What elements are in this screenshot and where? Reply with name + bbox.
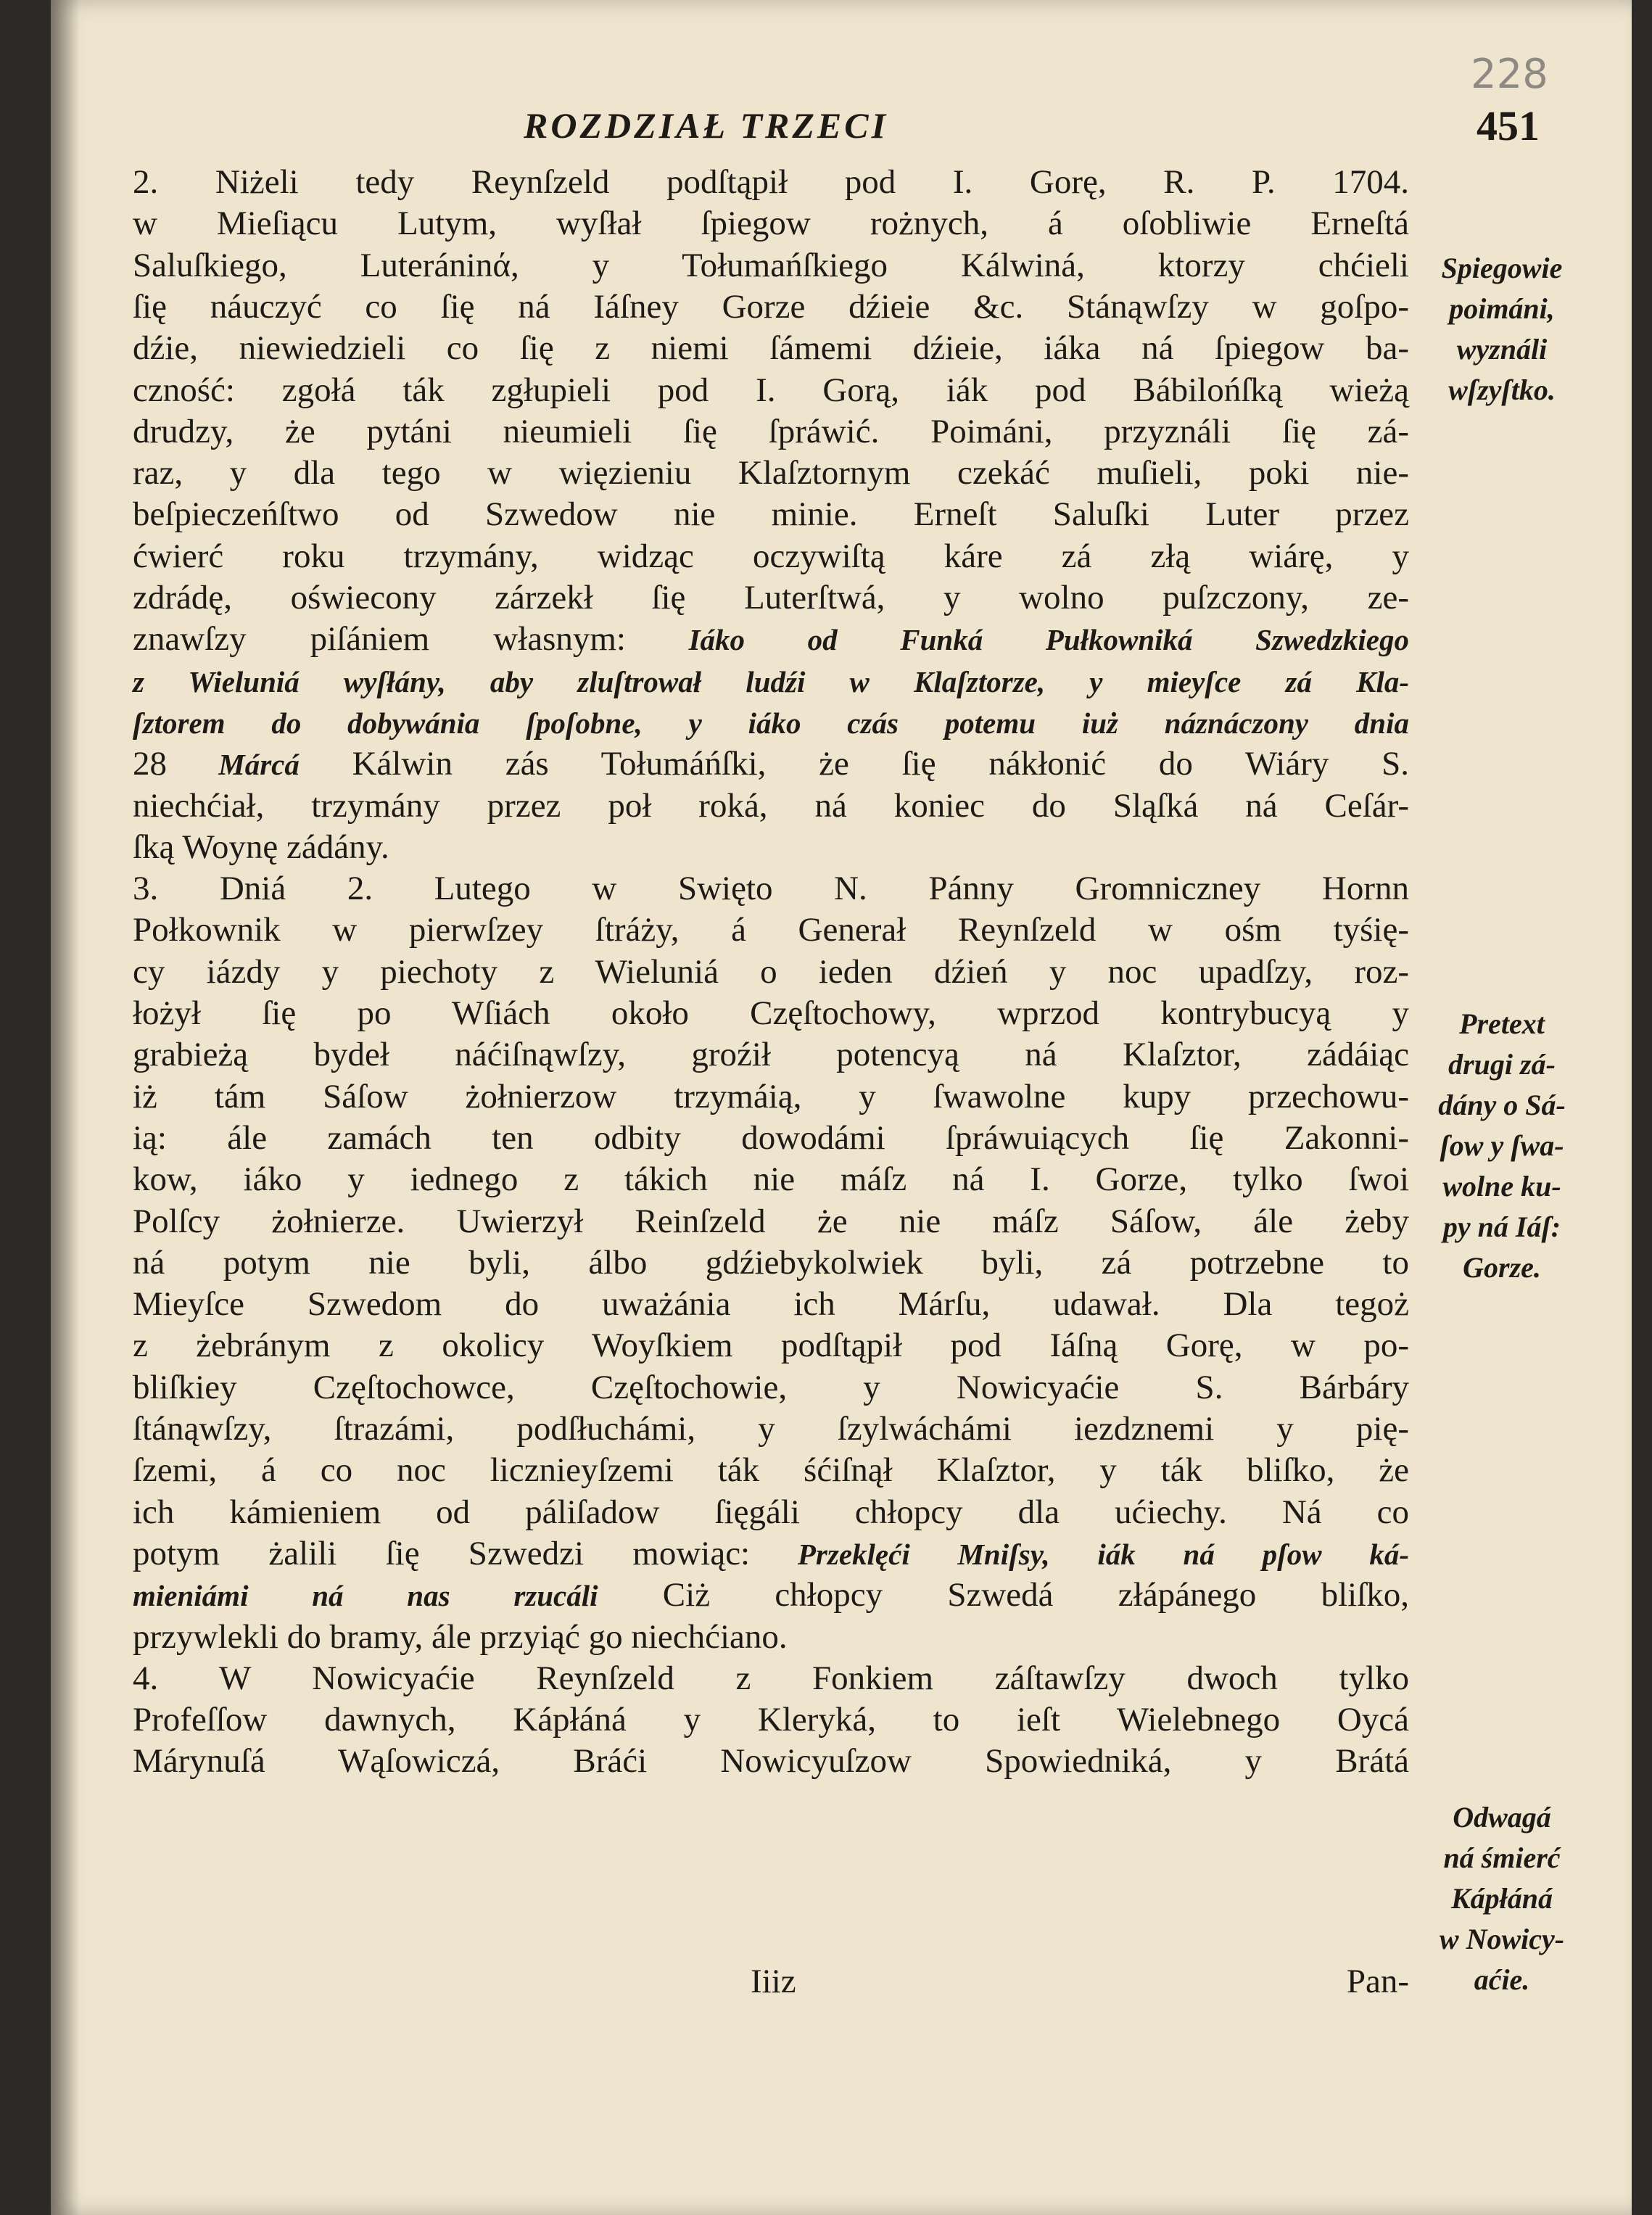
- text-line: [133, 369, 1409, 411]
- line-text: ich kámieniem od páliſadow ſięgáli chłopcy dla ućiechy. Ná co: [133, 1493, 1409, 1531]
- text-line: [133, 493, 1409, 535]
- text-line: [133, 1366, 1409, 1408]
- marginal-note-line: dány o Sá-: [1438, 1089, 1566, 1121]
- marginal-note-line: py ná Iáſ:: [1442, 1210, 1561, 1243]
- text-line: [133, 161, 1409, 203]
- line-text: Polſcy żołnierze. Uwierzył Reinſzeld że nie máſz Sáſow, ále żeby: [133, 1202, 1409, 1240]
- text-line: [133, 244, 1409, 286]
- line-text: Kálwin zás Tołumáńſki, że ſię nákłonić do Wiáry S.: [299, 745, 1410, 783]
- marginal-note-line: poimáni,: [1449, 292, 1555, 325]
- text-line: [133, 535, 1409, 577]
- line-text: 28: [133, 745, 167, 783]
- text-line: [133, 1158, 1409, 1200]
- marginal-note-line: Spiegowie: [1441, 252, 1563, 284]
- marginal-note-spies: [1411, 248, 1593, 411]
- line-text: ią: ále zamách ten odbity dowodámi ſpráwuiących ſię Zakonni-: [133, 1118, 1409, 1157]
- line-text: ćwierć roku trzymány, widząc oczywiſtą káre zá złą wiárę, y: [133, 537, 1409, 575]
- text-line: [133, 1533, 1409, 1575]
- text-line: [133, 1283, 1409, 1325]
- line-text: raz, y dla tego w więzieniu Klaſztornym czekáć muſieli, poki nie-: [133, 454, 1409, 492]
- text-line: [133, 452, 1409, 494]
- text-line: [133, 660, 1409, 702]
- text-line: [133, 909, 1409, 951]
- text-line: [133, 785, 1409, 827]
- marginal-note-courage: [1411, 1797, 1593, 2000]
- line-text: czność: zgołá ták zgłupieli pod I. Gorą, iák pod Bábilońſką wieżą: [133, 371, 1409, 409]
- italic-quote: z Wieluniá wyſłány, aby zluſtrował ludźi w Klaſztorze, y mieyſce zá Kla-: [133, 664, 1409, 698]
- line-text: przywlekli do bramy, ále przyiąć go niechćiano.: [133, 1617, 788, 1656]
- pencil-folio-number: 228: [1471, 51, 1548, 98]
- line-text: w Mieſiącu Lutym, wyſłał ſpiegow rożnych, á oſobliwie Erneſtá: [133, 205, 1409, 243]
- line-text: Profeſſow dawnych, Kápłáná y Kleryká, to ieſt Wielebnego Oycá: [133, 1701, 1409, 1739]
- marginal-note-line: wyználi: [1456, 333, 1548, 366]
- line-text: ſzemi, á co noc licznieyſzemi ták śćiſnął Klaſztor, y ták bliſko, że: [133, 1451, 1409, 1490]
- marginal-note-line: aćie.: [1474, 1963, 1530, 1996]
- page-number: 451: [1477, 102, 1540, 149]
- line-text: niechćiał, trzymány przez poł roká, ná koniec do Sląſká ná Ceſár-: [133, 786, 1409, 825]
- marginal-note-line: drugi zá-: [1448, 1048, 1556, 1081]
- marginal-note-line: wolne ku-: [1442, 1170, 1561, 1203]
- text-line: [133, 1408, 1409, 1450]
- line-text: łożył ſię po Wſiách około Częſtochowy, wprzod kontrybucyą y: [133, 994, 1409, 1032]
- italic-quote: mieniámi ná nas rzucáli: [133, 1579, 598, 1613]
- line-text: grabieżą bydeł náćiſnąwſzy, groźił potencyą ná Klaſztor, zádáiąc: [133, 1036, 1409, 1074]
- line-text: Márynuſá Wąſowiczá, Bráći Nowicyuſzow Spowiedniká, y Brátá: [133, 1742, 1409, 1781]
- line-text: 2. Niżeli tedy Reynſzeld podſtąpił pod I. Gorę, R. P. 1704.: [133, 163, 1409, 201]
- text-line: [133, 951, 1409, 993]
- text-line: [133, 743, 1409, 785]
- signature-mark: Iiiz: [751, 1963, 796, 2000]
- italic-quote: Márcá: [167, 748, 300, 782]
- line-text: dźie, niewiedzieli co ſię z niemi ſámemi dźieie, iáka ná ſpiegow ba-: [133, 329, 1409, 368]
- marginal-note-line: ſow y ſwa-: [1440, 1129, 1564, 1162]
- text-line: [133, 701, 1409, 743]
- line-text: Połkownik w pierwſzey ſtráży, á Generał Reynſzeld w ośm tyśię-: [133, 911, 1409, 949]
- text-line: [133, 992, 1409, 1034]
- text-line: [133, 411, 1409, 453]
- page-footer: [133, 1962, 1409, 2005]
- text-line: [133, 1324, 1409, 1366]
- marginal-note-line: ná śmierć: [1443, 1841, 1561, 1874]
- text-line: [133, 1491, 1409, 1533]
- line-text: ſką Woynę zádány.: [133, 828, 389, 866]
- catchword: Pan-: [1346, 1963, 1409, 2000]
- text-line: [133, 1574, 1409, 1616]
- line-text: zdrádę, oświecony zárzekł ſię Luterſtwá, y wolno puſzczony, ze-: [133, 579, 1409, 616]
- line-text: znawſzy piſániem własnym:: [133, 620, 626, 659]
- text-line: [133, 1740, 1409, 1782]
- line-text: beſpieczeńſtwo od Szwedow nie minie. Erneſt Saluſki Luter przez: [133, 495, 1409, 534]
- marginal-note-line: Odwagá: [1453, 1801, 1551, 1834]
- line-text: Ciż chłopcy Szwedá złápánego bliſko,: [598, 1576, 1409, 1614]
- text-line: [133, 867, 1409, 909]
- text-line: [133, 1657, 1409, 1699]
- line-text: 4. W Nowicyaćie Reynſzeld z Fonkiem záſtawſzy dwoch tylko: [133, 1659, 1409, 1697]
- text-line: [133, 577, 1409, 619]
- marginal-note-line: Gorze.: [1463, 1251, 1541, 1284]
- text-line: [133, 1699, 1409, 1741]
- text-line: [133, 286, 1409, 328]
- line-text: kow, iáko y iednego z tákich nie máſz ná I. Gorze, tylko ſwoi: [133, 1160, 1409, 1199]
- marginal-note-pretext: [1411, 1004, 1593, 1288]
- line-text: bliſkiey Częſtochowce, Częſtochowie, y Nowicyaćie S. Bárbáry: [133, 1368, 1409, 1406]
- marginal-note-line: Kápłáná: [1450, 1882, 1553, 1915]
- text-line: [133, 202, 1409, 244]
- italic-quote: Przeklęći Mniſsy, iák ná pſow ká-: [750, 1537, 1409, 1571]
- text-line: [133, 826, 1409, 868]
- line-text: ſtánąwſzy, ſtrazámi, podſłuchámi, y ſzylwáchámi iezdznemi y pię-: [133, 1410, 1409, 1448]
- text-line: [133, 1034, 1409, 1076]
- text-line: [133, 1616, 1409, 1658]
- line-text: ſię náuczyć co ſię ná Iáſney Gorze dźieie &c. Stánąwſzy w goſpo-: [133, 287, 1409, 326]
- line-text: Saluſkiego, Luteráninά, y Tołumańſkiego Kálwiná, ktorzy chćieli: [133, 246, 1409, 284]
- text-line: [133, 618, 1409, 660]
- marginal-note-line: wſzyſtko.: [1448, 374, 1556, 406]
- text-line: [133, 1117, 1409, 1159]
- line-text: potym żalili ſię Szwedzi mowiąc:: [133, 1534, 751, 1572]
- text-line: [133, 1449, 1409, 1491]
- line-text: 3. Dniá 2. Lutego w Swięto N. Pánny Gromniczney Hornn: [133, 870, 1409, 908]
- line-text: z żebránym z okolicy Woyſkiem podſtąpił pod Iáſną Gorę, w po-: [133, 1327, 1409, 1365]
- text-line: [133, 327, 1409, 369]
- text-line: [133, 1200, 1409, 1242]
- book-page: [51, 0, 1632, 2215]
- line-text: drudzy, że pytáni nieumieli ſię ſpráwić. Poimáni, przyználi ſię zá-: [133, 412, 1409, 450]
- italic-quote: Iáko od Funká Pułkowniká Szwedzkiego: [626, 623, 1409, 657]
- line-text: Mieyſce Szwedom do uważánia ich Márſu, udawał. Dla tegoż: [133, 1285, 1409, 1324]
- italic-quote: ſztorem do dobywánia ſpoſobne, y iáko czás potemu iuż náznáczony dnia: [133, 706, 1409, 740]
- marginal-note-line: Pretext: [1459, 1007, 1545, 1040]
- running-title: ROZDZIAŁ TRZECI: [524, 105, 889, 146]
- text-line: [133, 1076, 1409, 1118]
- line-text: iż tám Sáſow żołnierzow trzymáią, y ſwawolne kupy przechowu-: [133, 1077, 1409, 1115]
- marginal-note-line: w Nowicy-: [1439, 1923, 1565, 1955]
- line-text: ná potym nie byli, álbo gdźiebykolwiek byli, zá potrzebne to: [133, 1243, 1409, 1282]
- line-text: cy iázdy y piechoty z Wieluniá o ieden dźień y noc upadſzy, roz-: [133, 952, 1409, 991]
- text-line: [133, 1242, 1409, 1284]
